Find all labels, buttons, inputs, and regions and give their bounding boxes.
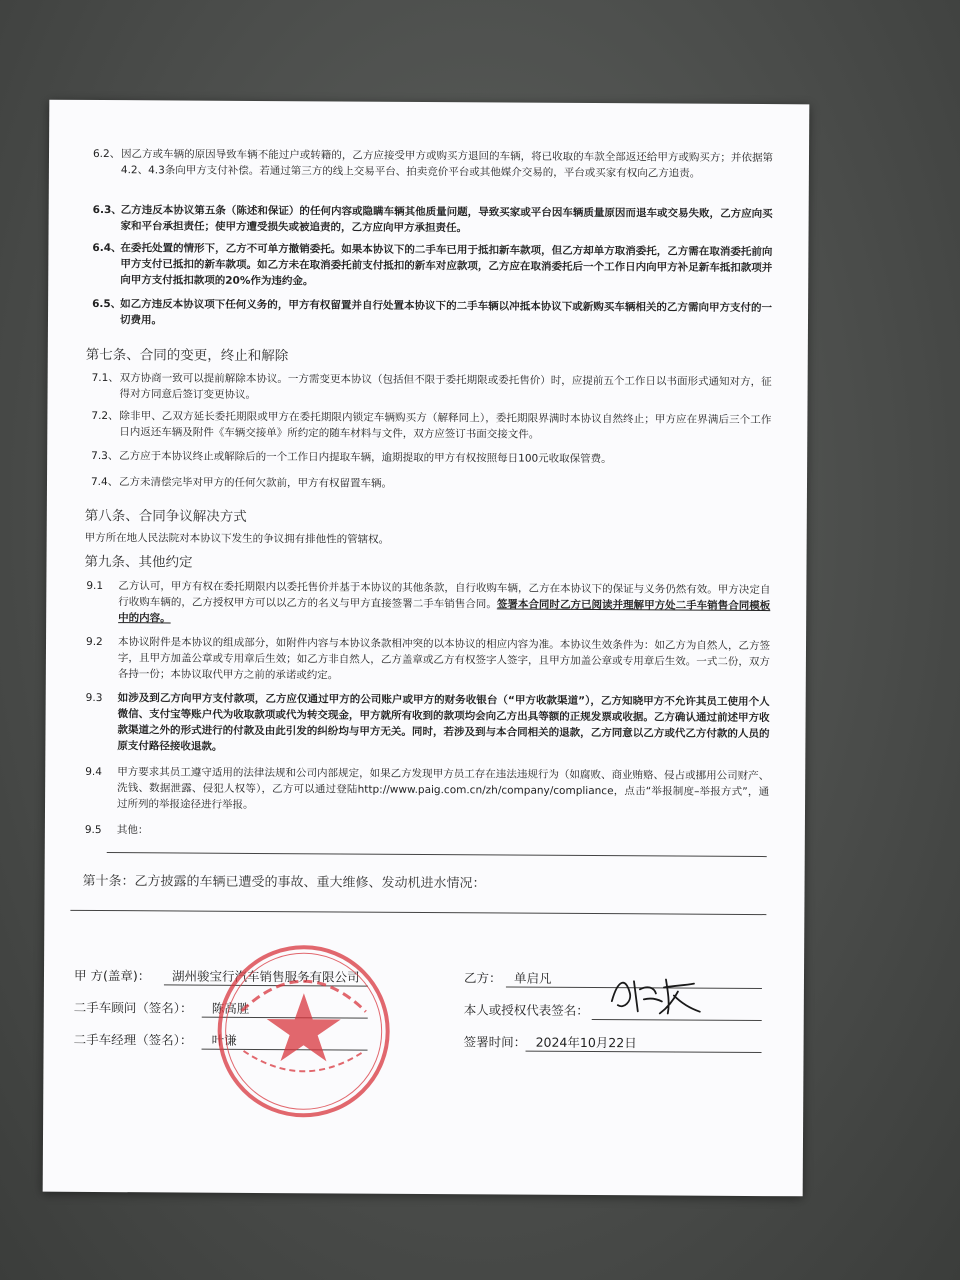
clause-7-4 xyxy=(47,474,807,490)
clause-text: 其他： xyxy=(116,824,149,837)
party-b-value: 单启凡 xyxy=(513,970,552,986)
handwritten-signature xyxy=(604,971,714,1018)
clause-number: 9.3 xyxy=(85,691,103,705)
clause-6-2 xyxy=(49,146,809,180)
clause-number: 9.5 xyxy=(84,823,102,837)
clause-number: 6.4、 xyxy=(92,241,122,255)
company-seal-stamp xyxy=(213,941,394,1122)
clause-text: 双方协商一致可以提前解除本协议。一方需变更本协议（包括但不限于委托期限或委托售价）时，应提前五个工作日以书面形式通知对方，征得对方同意后签订变更协议。 xyxy=(119,372,772,401)
clause-9-1-text: 乙方认可，甲方有权在委托期限内以委托售价并基于本协议的其他条款，自行收购车辆，乙方在本协议下的保证与义务仍然有效。甲方决定自行收购车辆的，乙方授权甲方可以以乙方的名义与甲方直接签署二手车销售合同。 xyxy=(118,580,771,611)
clause-number: 9.4 xyxy=(85,765,102,779)
advisor-label: 二手车顾问（签名）： xyxy=(73,999,193,1016)
clause-number: 7.2、 xyxy=(91,409,119,423)
clause-number: 6.5、 xyxy=(92,297,122,311)
clause-text: 乙方未清偿完毕对甲方的任何欠款前，甲方有权留置车辆。 xyxy=(118,476,393,490)
clause-text: 乙方违反本协议第五条（陈述和保证）的任何内容或隐瞒车辆其他质量问题，导致买家或平台因车辆质量原因而退车或交易失败，乙方应向买家和平台承担责任；使甲方遭受损失或被追责的，乙方应向甲方承担责任。 xyxy=(120,204,773,235)
clause-text: 因乙方或车辆的原因导致车辆不能过户或转籍的，乙方应接受甲方或购买方退回的车辆，将已收取的车款全部返还给甲方或购买方；并依据第4.2、4.3条向甲方支付补偿。若通过第三方的线上交易平台、拍卖竞价平台或其他媒介交易的，平台或买家有权向乙方追责。 xyxy=(120,148,774,180)
clause-text: 除非甲、乙双方延长委托期限或甲方在委托期限内锁定车辆购买方（解释同上），委托期限界满时本协议自然终止；甲方应在界满后三个工作日内返还车辆及附件《车辆交接单》所约定的随车材料与文件，双方应签订书面交接文件。 xyxy=(119,410,772,441)
advisor-value: 陈高胜 xyxy=(211,1000,250,1016)
section-8-heading: 第八条、合同争议解决方式 xyxy=(84,507,247,525)
clause-number: 9.1 xyxy=(86,579,104,593)
date-label: 签署时间： xyxy=(463,1034,527,1050)
section-9-heading: 第九条、其他约定 xyxy=(84,553,193,571)
party-b-label: 乙方： xyxy=(463,970,502,986)
contract-page xyxy=(43,100,810,1197)
party-a-value: 湖州骏宝行汽车销售服务有限公司 xyxy=(171,968,360,985)
clause-number: 6.2、 xyxy=(92,147,121,161)
other-terms-line xyxy=(107,852,767,857)
manager-value: 叶谦 xyxy=(211,1032,237,1048)
manager-label: 二手车经理（签名）： xyxy=(73,1031,193,1048)
clause-6-4 xyxy=(48,240,808,288)
party-a-label: 甲 方(盖章)： xyxy=(73,967,151,984)
clause-text: 乙方应于本协议终止或解除后的一个工作日内提取车辆，逾期提取的甲方有权按照每日100元收取保管费。 xyxy=(119,450,612,466)
clause-text: 本协议附件是本协议的组成部分，如附件内容与本协议条款相冲突的以本协议的相应内容为准。本协议生效条件为：如乙方为自然人，乙方签字，且甲方加盖公章或专用章后生效；如乙方非自然人，乙方盖章或乙方有权签字人签字，且甲方加盖公章或专用章后生效。一式二份，双方各持一份；本协议取代甲方之前的承诺或约定。 xyxy=(117,636,771,682)
clause-7-3 xyxy=(47,448,807,466)
representative-label: 本人或授权代表签名： xyxy=(463,1002,589,1019)
clause-number: 6.3、 xyxy=(92,203,122,217)
representative-line xyxy=(592,1019,762,1021)
clause-text: 甲方要求其员工遵守适用的法律法规和公司内部规定，如果乙方发现甲方员工存在违法违规行为（如腐败、商业贿赂、侵占或挪用公司财产、洗钱、数据泄露、侵犯人权等），乙方可以通过登陆http://www.paig.com.cn/zh/company/compliance，点击“举报制度–举报方式”，通过所列的举报途径进行举报。 xyxy=(117,766,770,811)
clause-7-1 xyxy=(48,370,808,401)
clause-7-2 xyxy=(47,408,807,441)
clause-text: 如乙方违反本协议项下任何义务的，甲方有权留置并自行处置本协议下的二手车辆以冲抵本协议下或新购买车辆相关的乙方需向甲方支付的一切费用。 xyxy=(119,298,773,327)
section-7-heading: 第七条、合同的变更，终止和解除 xyxy=(85,346,289,365)
date-value: 2024年10月22日 xyxy=(535,1034,637,1051)
clause-9-1-underlined: 签署本合同时乙方已阅读并理解甲方处二手车销售合同模板中的内容。 xyxy=(118,598,771,625)
clause-number: 7.1、 xyxy=(91,371,119,385)
clause-number: 9.2 xyxy=(85,635,103,649)
clause-text xyxy=(118,578,770,630)
disclosure-line xyxy=(70,910,766,915)
clause-number: 7.4、 xyxy=(90,475,119,489)
clause-9-2 xyxy=(46,634,806,682)
seal-star-icon xyxy=(266,993,340,1061)
section-10-heading: 第十条：乙方披露的车辆已遭受的事故、重大维修、发动机进水情况： xyxy=(82,873,486,892)
clause-9-5 xyxy=(45,822,805,837)
date-line xyxy=(526,1051,762,1053)
clause-9-3 xyxy=(46,690,806,753)
clause-9-1 xyxy=(46,578,806,625)
section-8-text: 甲方所在地人民法院对本协议下发生的争议拥有排他性的管辖权。 xyxy=(84,531,390,546)
clause-6-3 xyxy=(49,202,809,235)
clause-number: 7.3、 xyxy=(91,449,119,463)
clause-text: 如涉及到乙方向甲方支付款项，乙方应仅通过甲方的公司账户或甲方的财务收银台（“甲方收款渠道”），乙方知晓甲方不允许其员工使用个人微信、支付宝等账户代为收取款项或代为转交现金，甲方就所有收到的款项均会向乙方出具等额的正规发票或收据。乙方确认通过前述甲方收款渠道之外的形式进行的付款及由此引发的纠纷均与甲方无关。同时，若涉及到与本合同相关的退款，乙方同意以乙方或代乙方付款的人员的原支付路径接收退款。 xyxy=(117,692,770,753)
clause-6-5 xyxy=(48,296,808,327)
clause-9-4 xyxy=(45,764,805,811)
clause-text: 在委托处置的情形下，乙方不可单方撤销委托。如果本协议下的二手车已用于抵扣新车款项，但乙方却单方取消委托，乙方需在取消委托前向甲方支付已抵扣的新车款项。如乙方未在取消委托前支付抵扣的新车对应款项，乙方应在取消委托后一个工作日内向甲方补足新车抵扣款项并向甲方支付抵扣款项的20%作为违约金。 xyxy=(120,242,773,288)
